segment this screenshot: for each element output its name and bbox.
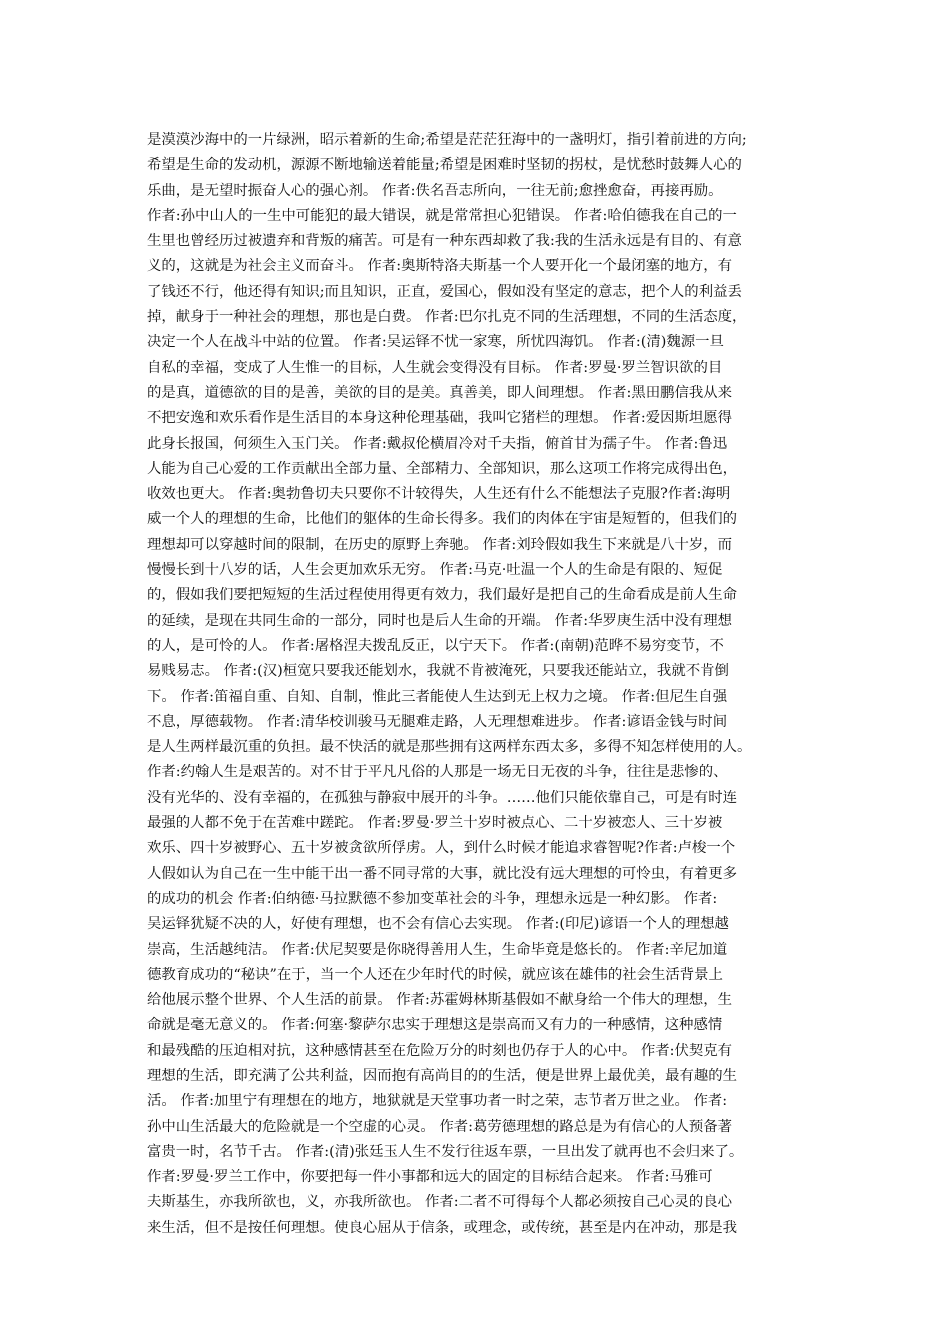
text-line: 的人，是可怜的人。 作者:屠格涅夫拨乱反正，以宁天下。 作者:(南朝)范晔不易穷变节，不 [147, 637, 724, 654]
text-line: 欢乐、四十岁被野心、五十岁被贪欲所俘虏。人，到什么时候才能追求睿智呢?作者:卢梭一个 [147, 840, 736, 857]
text-line: 崇高，生活越纯洁。 作者:伏尼契要是你晓得善用人生，生命毕竟是悠长的。 作者:辛尼加道 [147, 941, 728, 958]
text-line: 活。 作者:加里宁有理想在的地方，地狱就是天堂事功者一时之荣，志节者万世之业。 作者: [147, 1093, 728, 1110]
text-line: 人能为自己心爱的工作贡献出全部力量、全部精力、全部知识，那么这项工作将完成得出色， [147, 460, 738, 477]
text-line: 不息，厚德载物。 作者:清华校训骏马无腿难走路，人无理想难进步。 作者:谚语金钱与时间 [147, 713, 728, 730]
text-line: 作者:罗曼·罗兰工作中，你要把每一件小事都和远大的固定的目标结合起来。 作者:马雅可 [147, 1169, 713, 1186]
text-line: 给他展示整个世界、个人生活的前景。 作者:苏霍姆林斯基假如不献身给一个伟大的理想，生 [147, 992, 733, 1009]
text-line: 的，假如我们要把短短的生活过程使用得更有效力，我们最好是把自己的生命看成是前人生命 [147, 587, 738, 604]
text-line: 此身长报国，何须生入玉门关。 作者:戴叔伦横眉冷对千夫指，俯首甘为孺子牛。 作者:鲁迅 [147, 435, 728, 452]
text-line: 来生活，但不是按任何理想。使良心屈从于信条，或理念，或传统，甚至是内在冲动，那是我 [147, 1219, 738, 1236]
text-line: 人假如认为自己在一生中能干出一番不同寻常的大事，就比没有远大理想的可怜虫，有着更多 [147, 865, 738, 882]
text-line: 收效也更大。 作者:奥勃鲁切夫只要你不计较得失，人生还有什么不能想法子克服?作者:海明 [147, 486, 731, 503]
text-line: 下。 作者:笛福自重、自知、自制，惟此三者能使人生达到无上权力之境。 作者:但尼生自强 [147, 688, 728, 705]
text-line: 是人生两样最沉重的负担。最不快活的就是那些拥有这两样东西太多，多得不知怎样使用的人。 [147, 739, 752, 756]
text-line: 希望是生命的发动机，源源不断地输送着能量;希望是困难时坚韧的拐杖，是忧愁时鼓舞人心的 [147, 157, 742, 174]
text-line: 掉，献身于一种社会的理想，那也是白费。 作者:巴尔扎克不同的生活理想，不同的生活态度， [147, 309, 747, 326]
document-body [147, 128, 807, 1241]
text-line: 威一个人的理想的生命，比他们的躯体的生命长得多。我们的肉体在宇宙是短暂的，但我们的 [147, 511, 738, 528]
text-line: 作者:约翰人生是艰苦的。对不甘于平凡凡俗的人那是一场无日无夜的斗争，往往是悲惨的、 [147, 764, 728, 781]
text-line: 夫斯基生，亦我所欲也，义，亦我所欲也。 作者:二者不可得每个人都必须按自己心灵的良心 [147, 1194, 733, 1211]
text-line: 最强的人都不免于在苦难中蹉跎。 作者:罗曼·罗兰十岁时被点心、二十岁被恋人、三十岁被 [147, 815, 723, 832]
text-line: 的成功的机会 作者:伯纳德·马拉默德不参加变革社会的斗争，理想永远是一种幻影。 作者: [147, 890, 718, 907]
text-line: 孙中山生活最大的危险就是一个空虚的心灵。 作者:葛劳德理想的路总是为有信心的人预备著 [147, 1118, 733, 1135]
text-line: 吴运铎犹疑不决的人，好使有理想，也不会有信心去实现。 作者:(印尼)谚语一个人的理想越 [147, 916, 729, 933]
text-line: 决定一个人在战斗中站的位置。 作者:吴运铎不忧一家寒，所忧四海饥。 作者:(清)魏源一旦 [147, 334, 724, 351]
text-line: 富贵一时，名节千古。 作者:(清)张廷玉人生不发行往返车票，一旦出发了就再也不会归来了。 [147, 1143, 744, 1160]
text-line: 理想的生活，即充满了公共利益，因而抱有高尚目的的生活，便是世界上最优美，最有趣的生 [147, 1067, 738, 1084]
text-line: 义的，这就是为社会主义而奋斗。 作者:奥斯特洛夫斯基一个人要开化一个最闭塞的地方，有 [147, 258, 733, 275]
text-line: 作者:孙中山人的一生中可能犯的最大错误，就是常常担心犯错误。 作者:哈伯德我在自己的一 [147, 207, 737, 224]
text-line: 是漠漠沙海中的一片绿洲，昭示着新的生命;希望是茫茫狂海中的一盏明灯，指引着前进的方向; [147, 132, 747, 148]
text-line: 慢慢长到十八岁的话，人生会更加欢乐无穷。 作者:马克·吐温一个人的生命是有限的、短促 [147, 562, 723, 579]
text-line: 乐曲，是无望时振奋人心的强心剂。 作者:佚名吾志所向，一往无前;愈挫愈奋，再接再励。 [147, 182, 723, 199]
text-line: 了钱还不行，他还得有知识;而且知识，正直，爱国心，假如没有坚定的意志，把个人的利益丢 [147, 283, 742, 300]
text-line: 的是真，道德欲的目的是善，美欲的目的是美。真善美，即人间理想。 作者:黑田鹏信我从来 [147, 384, 733, 401]
text-line: 易贱易志。 作者:(汉)桓宽只要我还能划水，我就不肯被淹死，只要我还能站立，我就不肯倒 [147, 663, 729, 680]
text-line: 和最残酷的压迫相对抗，这种感情甚至在危险万分的时刻也仍存于人的心中。 作者:伏契克有 [147, 1042, 733, 1059]
text-line: 理想却可以穿越时间的限制，在历史的原野上奔驰。 作者:刘玲假如我生下来就是八十岁，而 [147, 536, 733, 553]
text-line: 不把安逸和欢乐看作是生活目的本身这种伦理基础，我叫它猪栏的理想。 作者:爱因斯坦愿得 [147, 410, 733, 427]
text-line: 的延续，是现在共同生命的一部分，同时也是后人生命的开端。 作者:华罗庚生活中没有理想 [147, 612, 733, 629]
text-line: 没有光华的、没有幸福的，在孤独与静寂中展开的斗争。……他们只能依靠自己，可是有时连 [147, 789, 738, 806]
text-line: 生里也曾经历过被遗弃和背叛的痛苦。可是有一种东西却救了我:我的生活永远是有目的、有意 [147, 233, 742, 250]
text-line: 自私的幸福，变成了人生惟一的目标，人生就会变得没有目标。 作者:罗曼·罗兰智识欲的目 [147, 359, 723, 376]
text-line: 命就是毫无意义的。 作者:何塞·黎萨尔忠实于理想这是崇高而又有力的一种感情，这种感情 [147, 1017, 723, 1034]
text-line: 德教育成功的“秘诀”在于，当一个人还在少年时代的时候，就应该在雄伟的社会生活背景上 [147, 966, 723, 983]
